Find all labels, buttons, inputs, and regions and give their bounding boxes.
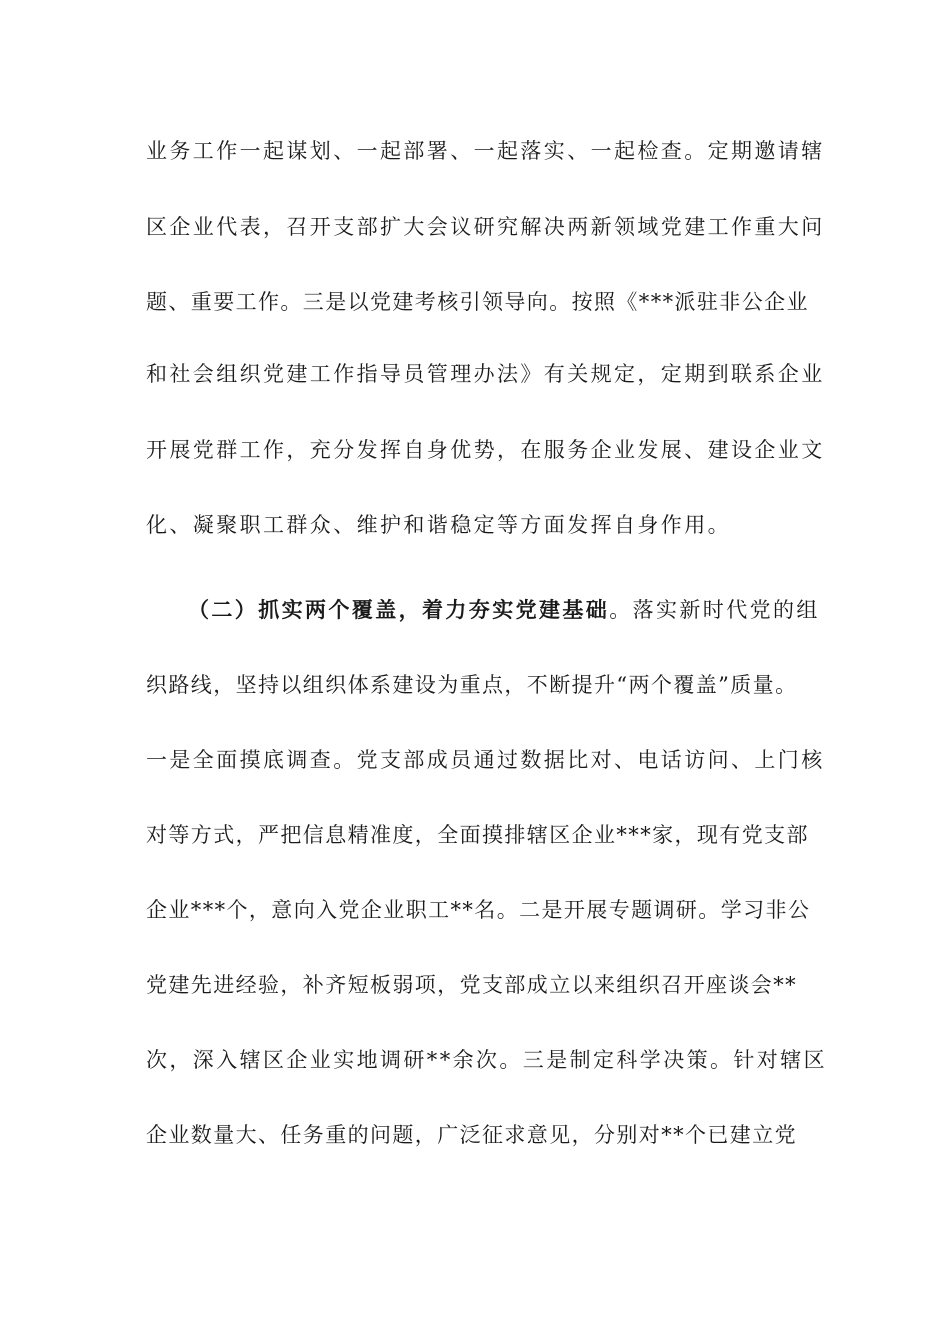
section-heading-line xyxy=(188,590,828,630)
paragraph-line: 次，深入辖区企业实地调研**余次。三是制定科学决策。针对辖区 xyxy=(146,1048,827,1072)
paragraph-line: 企业数量大、任务重的问题，广泛征求意见，分别对**个已建立党 xyxy=(146,1123,797,1147)
section-heading-continuation: 。落实新时代党的组 xyxy=(609,598,820,622)
paragraph-line: 企业***个，意向入党企业职工**名。二是开展专题调研。学习非公 xyxy=(146,898,811,922)
paragraph-line: 和社会组织党建工作指导员管理办法》有关规定，定期到联系企业 xyxy=(146,362,825,386)
section-heading: （二）抓实两个覆盖，着力夯实党建基础 xyxy=(188,597,610,622)
paragraph-line: 一是全面摸底调查。党支部成员通过数据比对、电话访问、上门核 xyxy=(146,748,825,772)
paragraph-line: 开展党群工作，充分发挥自身优势，在服务企业发展、建设企业文 xyxy=(146,438,825,462)
paragraph-line: 题、重要工作。三是以党建考核引领导向。按照《***派驻非公企业 xyxy=(146,290,809,314)
paragraph-line: 区企业代表，召开支部扩大会议研究解决两新领域党建工作重大问 xyxy=(146,215,825,239)
paragraph-line: 对等方式，严把信息精准度，全面摸排辖区企业***家，现有党支部 xyxy=(146,823,809,847)
paragraph-line: 化、凝聚职工群众、维护和谐稳定等方面发挥自身作用。 xyxy=(146,513,731,537)
paragraph-line: 党建先进经验，补齐短板弱项，党支部成立以来组织召开座谈会** xyxy=(146,973,797,997)
paragraph-line: 业务工作一起谋划、一起部署、一起落实、一起检查。定期邀请辖 xyxy=(146,139,825,163)
paragraph-line: 织路线，坚持以组织体系建设为重点，不断提升“两个覆盖”质量。 xyxy=(146,673,798,697)
